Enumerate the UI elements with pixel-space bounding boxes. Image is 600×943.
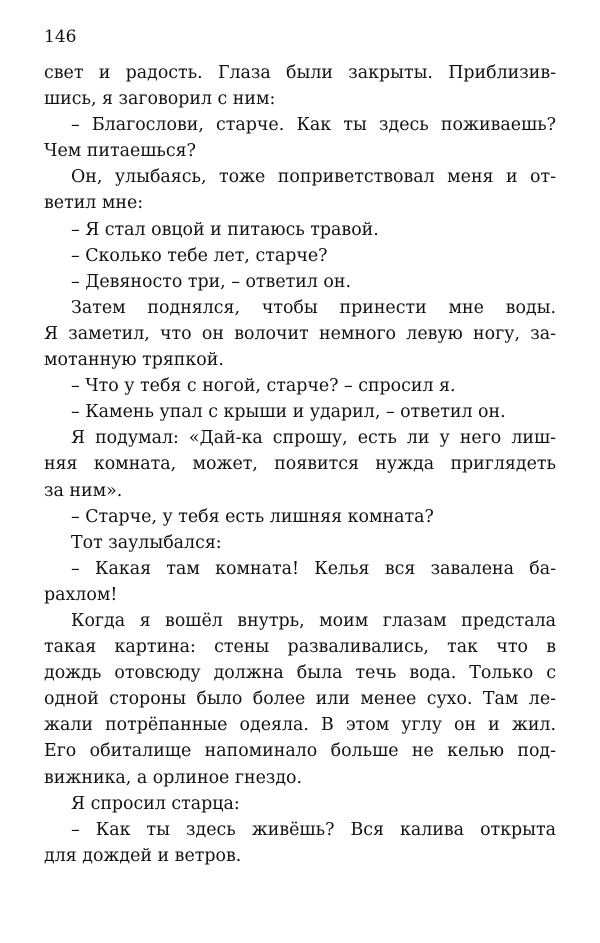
text-line: ветил мне: — [44, 193, 144, 214]
text-line: такая картина: стены разваливались, так что в — [44, 637, 556, 658]
text-line: Когда я вошёл внутрь, моим глазам предстала — [71, 610, 556, 631]
text-line: – Я стал овцой и питаюсь травой. — [71, 219, 379, 240]
text-line: мотанную тряпкой. — [44, 350, 224, 371]
text-line: шись, я заговорил с ним: — [44, 89, 276, 110]
text-line: – Девяносто три, – ответил он. — [71, 271, 352, 292]
text-line: Тот заулыбался: — [71, 532, 222, 553]
text-line: вижника, а орлиное гнездо. — [44, 767, 303, 788]
text-line: – Камень упал с крыши и ударил, – ответил он. — [71, 402, 506, 423]
text-line: Он, улыбаясь, тоже поприветствовал меня и от- — [71, 167, 556, 188]
text-line: рахлом! — [44, 584, 118, 605]
text-line: – Старче, у тебя есть лишняя комната? — [71, 506, 434, 527]
text-line: Я подумал: «Дай-ка спрошу, есть ли у него лиш- — [71, 428, 556, 449]
text-line: дождь отовсюду должна была течь вода. Только с — [44, 663, 556, 684]
page-text — [44, 60, 556, 869]
text-line: одной стороны было более или менее сухо. Там ле- — [44, 689, 556, 710]
text-line: Затем поднялся, чтобы принести мне воды. — [71, 297, 556, 318]
text-line: няя комната, может, появится нужда приглядеть — [44, 454, 556, 475]
text-line: жали потрёпанные одеяла. В этом углу он и жил. — [44, 715, 556, 736]
text-line: – Как ты здесь живёшь? Вся калива открыта — [71, 819, 556, 840]
text-line: – Что у тебя с ногой, старче? – спросил я. — [71, 376, 456, 397]
text-line: – Какая там комната! Келья вся завалена ба- — [71, 558, 556, 579]
text-line: свет и радость. Глаза были закрыты. Приблизив- — [44, 63, 556, 83]
page-number: 146 — [44, 27, 77, 47]
text-line: – Благослови, старче. Как ты здесь поживаешь? — [71, 115, 556, 136]
text-line: Я заметил, что он волочит немного левую ногу, за- — [44, 323, 556, 344]
text-line: Чем питаешься? — [44, 141, 196, 162]
text-line: Я спросил старца: — [71, 793, 240, 814]
text-line: – Сколько тебе лет, старче? — [71, 245, 328, 266]
text-line: за ним». — [44, 480, 123, 501]
text-line: для дождей и ветров. — [44, 845, 242, 866]
text-line: Его обиталище напоминало больше не келью под- — [44, 741, 556, 762]
